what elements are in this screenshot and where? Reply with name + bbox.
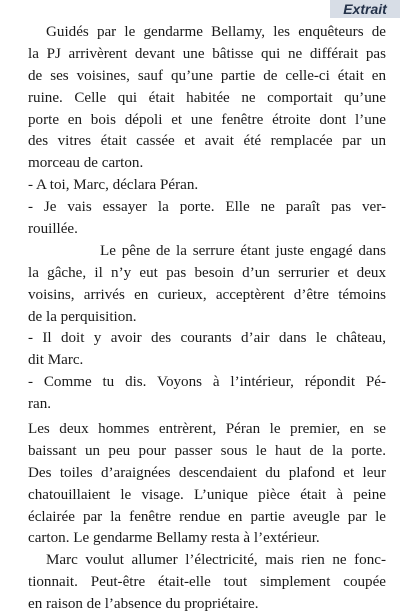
text-line: voisins, arrivés en curieux, acceptèrent d’être témoins [28, 286, 386, 303]
text-line: en raison de l’absence du propriétaire. [28, 596, 259, 613]
text-line: des vitres était cassée et avait été remplacée par un [28, 133, 386, 150]
text-line: morceau de carton. [28, 155, 144, 172]
text-line: rouillée. [28, 221, 78, 238]
text-line: Marc voulut allumer l’électricité, mais rien ne fonc- [46, 552, 386, 569]
text-line: Le pêne de la serrure étant juste engagé dans [100, 242, 386, 259]
text-line: - Comme tu dis. Voyons à l’intérieur, répondit Pé- [28, 374, 386, 391]
text-line: la PJ arrivèrent devant une bâtisse qui ne différait pas [28, 45, 386, 62]
text-line: tionnait. Peut-être était-elle tout simplement coupée [28, 574, 386, 591]
text-line: Les deux hommes entrèrent, Péran le premier, en se [28, 421, 386, 438]
text-line: baissant un peu pour passer sous le haut de la porte. [28, 442, 386, 459]
text-line: carton. Le gendarme Bellamy resta à l’extérieur. [28, 530, 320, 547]
text-line: - Il doit y avoir des courants d’air dans le château, [28, 330, 386, 347]
text-line: éclairée par la fenêtre rendue en partie aveugle par le [28, 508, 386, 525]
text-line: de la perquisition. [28, 308, 137, 325]
text-line: ruine. Celle qui était habitée ne comportait qu’une [28, 89, 386, 106]
text-line: la gâche, il n’y eut pas besoin d’un serrurier et deux [28, 264, 386, 281]
text-line: dit Marc. [28, 352, 84, 369]
text-line: - Je vais essayer la porte. Elle ne paraît pas ver- [28, 199, 386, 216]
extract-label: Extrait [330, 0, 400, 18]
text-line: Guidés par le gendarme Bellamy, les enquêteurs de [46, 24, 386, 40]
text-line: de ses voisines, sauf qu’une partie de celle-ci était en [28, 67, 386, 84]
text-line: porte en bois dépoli et une fenêtre étroite dont l’une [28, 111, 386, 128]
text-line: chatouillaient le visage. L’unique pièce était à peine [28, 486, 386, 503]
text-line: - A toi, Marc, déclara Péran. [28, 177, 199, 194]
text-line: ran. [28, 396, 52, 413]
text-line: Des toiles d’araignées descendaient du plafond et leur [28, 464, 386, 481]
text-body [28, 22, 386, 616]
